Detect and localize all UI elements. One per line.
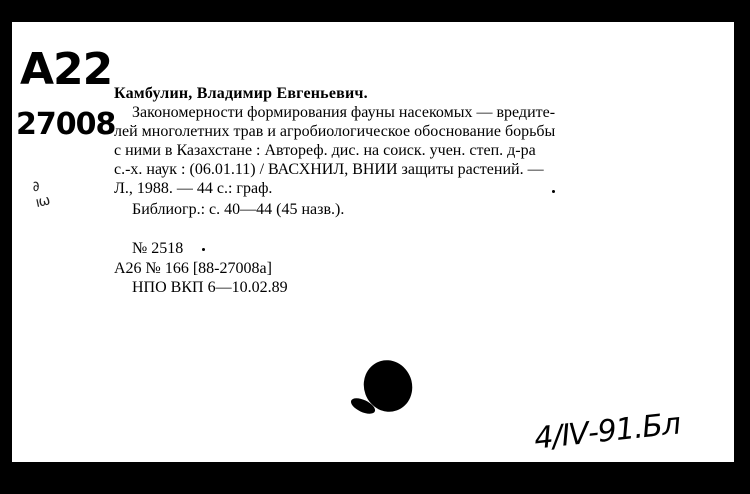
handwritten-signature: 4/Ⅳ-91.Бл	[532, 406, 682, 457]
description-line-3: с ними в Казахстане : Автореф. дис. на соиск. учен. степ. д-ра	[114, 142, 536, 159]
speck	[202, 248, 205, 251]
description-line-1: Закономерности формирования фауны насекомых — вредите-	[132, 104, 556, 121]
handwritten-accession-number: 27008	[16, 107, 116, 142]
speck	[552, 190, 555, 193]
pencil-mark: ∂ ıω	[30, 178, 51, 212]
description-line-4: с.-х. наук : (06.01.11) / ВАСХНИЛ, ВНИИ защиты растений. —	[114, 161, 544, 178]
card-number: № 2518	[132, 240, 184, 257]
bibliography-line: Библиогр.: с. 40—44 (45 назв.).	[132, 201, 345, 218]
author-name: Камбулин, Владимир Евгеньевич.	[114, 85, 368, 102]
description-line-2: лей многолетних трав и агробиологическое обоснование борьбы	[114, 123, 556, 140]
shelf-number: А26 № 166 [88-27008а]	[114, 260, 272, 277]
publisher-code: НПО ВКП 6—10.02.89	[132, 279, 288, 296]
description-line-5: Л., 1988. — 44 с.: граф.	[114, 180, 273, 197]
handwritten-call-number: A22	[20, 44, 113, 95]
catalog-card	[12, 22, 734, 462]
